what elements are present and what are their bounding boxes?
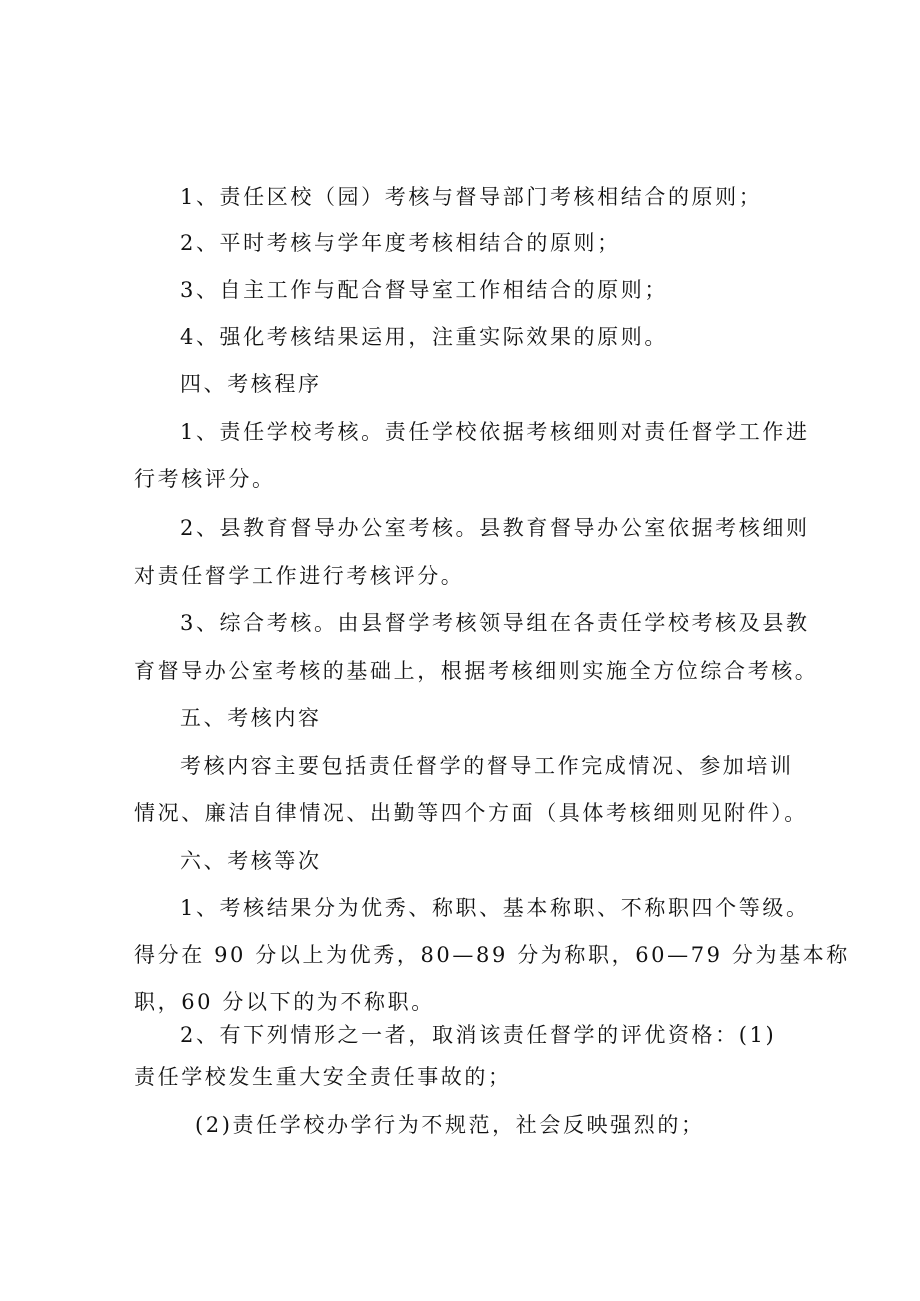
grades-1-line-2: 得分在 90 分以上为优秀，80—89 分为称职，60—79 分为基本称 xyxy=(134,943,850,967)
section-heading-grades: 六、考核等次 xyxy=(180,849,322,873)
procedure-1-line-1: 1、责任学校考核。责任学校依据考核细则对责任督学工作进 xyxy=(180,420,810,444)
principle-4: 4、强化考核结果运用，注重实际效果的原则。 xyxy=(180,325,668,349)
procedure-3-line-1: 3、综合考核。由县督学考核领导组在各责任学校考核及县教 xyxy=(180,611,810,635)
content-line-2: 情况、廉洁自律情况、出勤等四个方面（具体考核细则见附件）。 xyxy=(134,801,808,825)
grades-2-line-1: 2、有下列情形之一者，取消该责任督学的评优资格：(1) xyxy=(180,1023,777,1047)
principle-2: 2、平时考核与学年度考核相结合的原则； xyxy=(180,231,621,255)
grades-1-line-3: 职，60 分以下的为不称职。 xyxy=(134,990,435,1014)
section-heading-procedure: 四、考核程序 xyxy=(180,372,322,396)
principle-3: 3、自主工作与配合督导室工作相结合的原则； xyxy=(180,278,668,302)
procedure-2-line-2: 对责任督学工作进行考核评分。 xyxy=(134,564,465,588)
grades-2-item-2: (2)责任学校办学行为不规范，社会反映强烈的； xyxy=(195,1113,705,1137)
content-line-1: 考核内容主要包括责任督学的督导工作完成情况、参加培训 xyxy=(180,754,794,778)
procedure-3-line-2: 育督导办公室考核的基础上，根据考核细则实施全方位综合考核。 xyxy=(134,659,819,683)
procedure-2-line-1: 2、县教育督导办公室考核。县教育督导办公室依据考核细则 xyxy=(180,516,810,540)
section-heading-content: 五、考核内容 xyxy=(180,706,322,730)
grades-1-line-1: 1、考核结果分为优秀、称职、基本称职、不称职四个等级。 xyxy=(180,896,810,920)
procedure-1-line-2: 行考核评分。 xyxy=(134,467,276,491)
principle-1: 1、责任区校（园）考核与督导部门考核相结合的原则； xyxy=(180,185,763,209)
grades-2-line-2: 责任学校发生重大安全责任事故的； xyxy=(134,1065,512,1089)
